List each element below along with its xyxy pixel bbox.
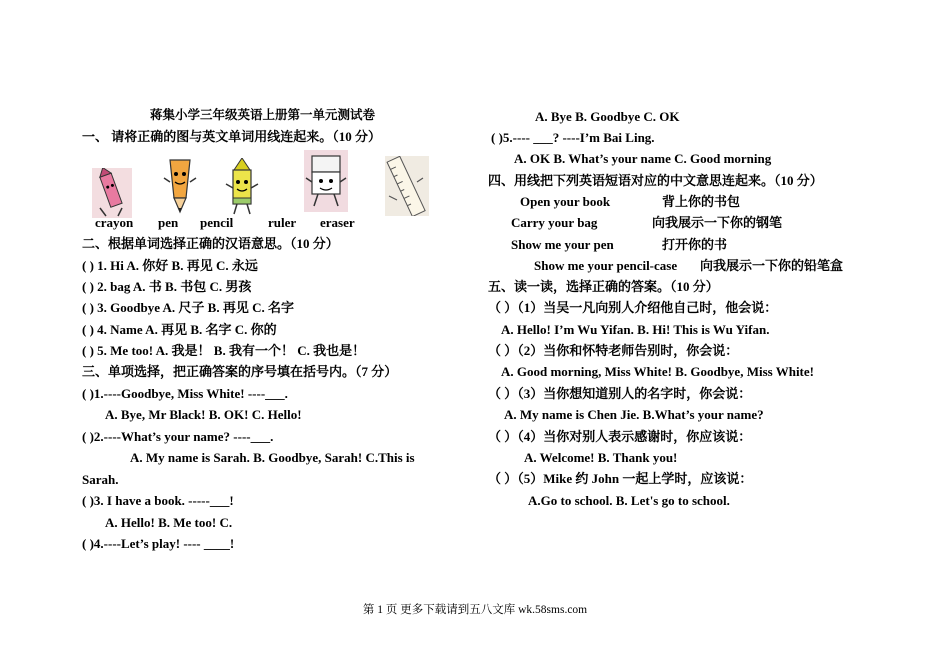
section-2-heading: 二、根据单词选择正确的汉语意思。（10 分） (82, 236, 339, 251)
ruler-image (385, 156, 429, 221)
question-2-3: ( ) 3. Goodbye A. 尺子 B. 再见 C. 名字 (82, 300, 294, 315)
question-2-4: ( ) 4. Name A. 再见 B. 名字 C. 你的 (82, 322, 277, 337)
question-2-5: ( ) 5. Me too! A. 我是！ B. 我有一个！ C. 我也是！ (82, 343, 366, 358)
section-1-heading: 一、 请将正确的图与英文单词用线连起来。（10 分） (82, 129, 382, 144)
phrase-cn-1: 背上你的书包 (662, 194, 741, 209)
section-4-heading: 四、用线把下列英语短语对应的中文意思连起来。（10 分） (488, 173, 823, 188)
question-3-5: ( )5.---- ___? ----I’m Bai Ling. (491, 130, 655, 145)
page-title: 蒋集小学三年级英语上册第一单元测试卷 (150, 108, 376, 122)
question-3-3: ( )3. I have a book. -----___! (82, 493, 234, 508)
phrase-cn-4: 向我展示一下你的铅笔盒 (700, 258, 844, 273)
phrase-en-1: Open your book (520, 194, 611, 209)
question-5-4-options: A. Welcome! B. Thank you! (524, 450, 678, 465)
question-5-3: （ ）（3）当你想知道别人的名字时，你会说： (488, 386, 752, 401)
question-5-5: （ ）（5）Mike 约 John 一起上学时，应该说： (488, 471, 753, 486)
question-5-3-options: A. My name is Chen Jie. B.What’s your name? (504, 407, 764, 422)
question-5-1-options: A. Hello! I’m Wu Yifan. B. Hi! This is Wu Yifan. (501, 322, 770, 337)
question-3-2-options-cont: Sarah. (82, 472, 119, 487)
question-5-2: （ ）（2）当你和怀特老师告别时，你会说： (488, 343, 739, 358)
question-5-4: （ ）（4）当你对别人表示感谢时，你应该说： (488, 429, 752, 444)
question-3-5-options: A. OK B. What’s your name C. Good morning (514, 151, 772, 166)
question-3-2: ( )2.----What’s your name? ----___. (82, 429, 274, 444)
section-5-heading: 五、读一读，选择正确的答案。（10 分） (488, 279, 719, 294)
word-label-eraser: eraser (320, 215, 355, 230)
question-3-1: ( )1.----Goodbye, Miss White! ----___. (82, 386, 288, 401)
page-footer: 第 1 页 更多下载请到五八文库 wk.58sms.com (362, 604, 588, 616)
question-5-2-options: A. Good morning, Miss White! B. Goodbye, Miss White! (501, 364, 814, 379)
question-5-5-options: A.Go to school. B. Let's go to school. (528, 493, 730, 508)
section-3-heading: 三、单项选择，把正确答案的序号填在括号内。（7 分） (82, 364, 398, 379)
question-5-1: （ ）（1）当吴一凡向别人介绍他自己时，他会说： (488, 300, 778, 315)
question-3-4-options: A. Bye B. Goodbye C. OK (535, 109, 680, 124)
word-label-ruler: ruler (268, 215, 297, 230)
word-label-pen: pen (158, 215, 179, 230)
phrase-en-2: Carry your bag (511, 215, 598, 230)
question-3-1-options: A. Bye, Mr Black! B. OK! C. Hello! (105, 407, 302, 422)
question-3-3-options: A. Hello! B. Me too! C. (105, 515, 233, 530)
eraser-image (304, 150, 348, 217)
question-2-2: ( ) 2. bag A. 书 B. 书包 C. 男孩 (82, 279, 252, 294)
question-2-1: ( ) 1. Hi A. 你好 B. 再见 C. 永远 (82, 258, 258, 273)
phrase-cn-2: 向我展示一下你的钢笔 (652, 215, 783, 230)
phrase-en-3: Show me your pen (511, 237, 614, 252)
question-3-4: ( )4.----Let’s play! ---- ____! (82, 536, 235, 551)
word-label-crayon: crayon (95, 215, 134, 230)
phrase-en-4: Show me your pencil-case (534, 258, 678, 273)
phrase-cn-3: 打开你的书 (662, 237, 728, 252)
question-3-2-options: A. My name is Sarah. B. Goodbye, Sarah! C.This is (130, 450, 415, 465)
word-label-pencil: pencil (200, 215, 234, 230)
